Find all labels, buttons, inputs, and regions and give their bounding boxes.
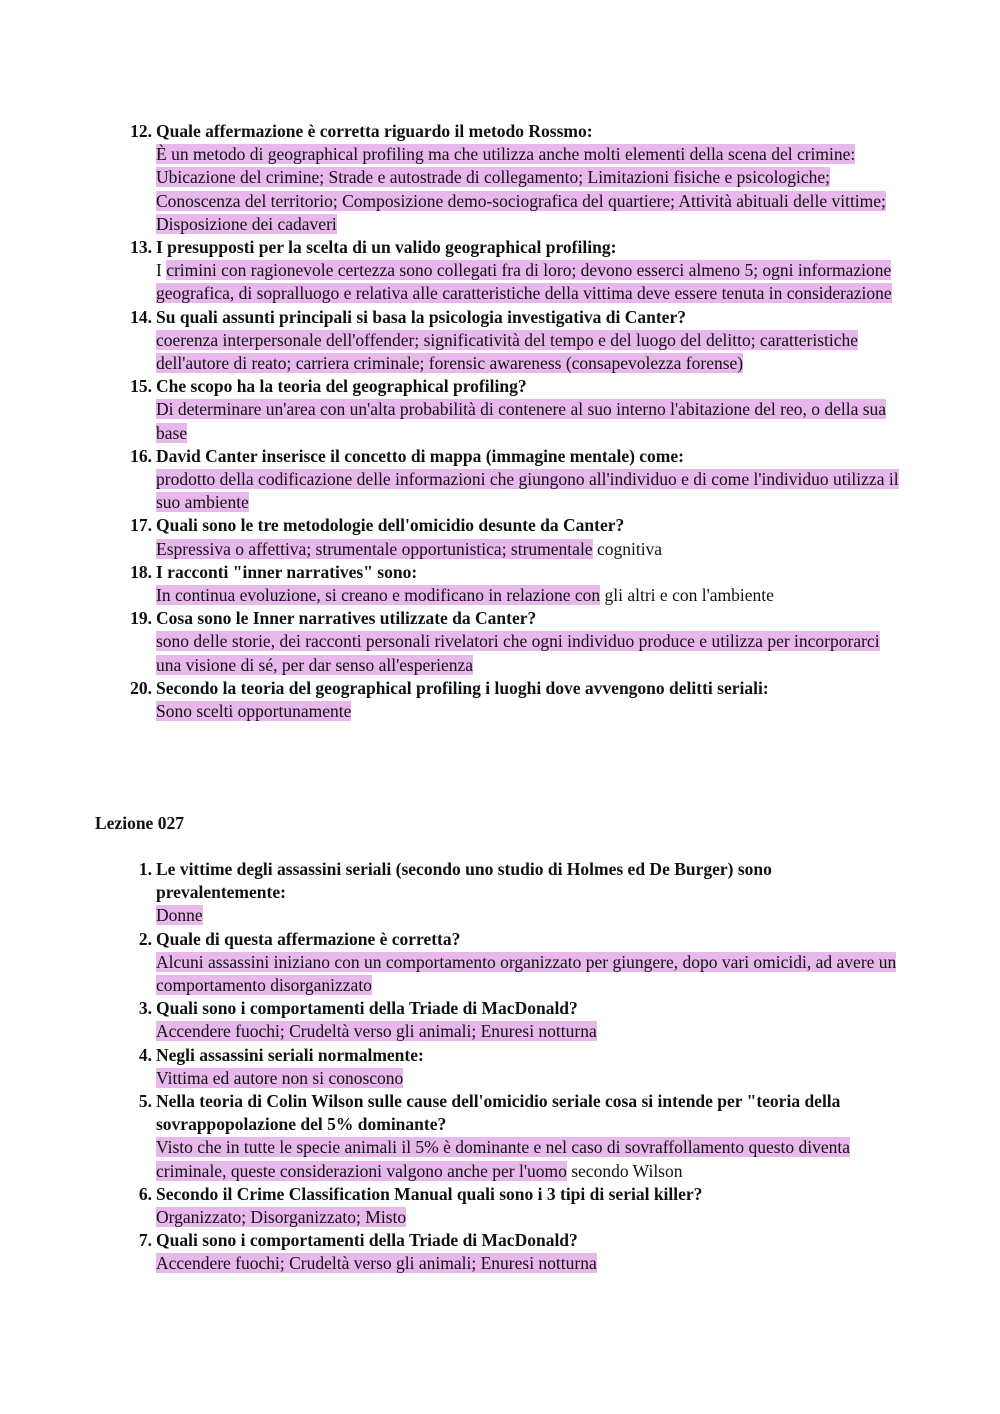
item-number: 18. [130,561,152,582]
answer-block [156,630,906,676]
question-text: Che scopo ha la teoria del geographical profiling? [156,376,527,397]
item-number: 16. [130,445,152,466]
list-item [0,236,906,306]
answer-highlight: Organizzato; Disorganizzato; Misto [156,1207,407,1228]
answer-block [156,584,906,607]
question-block [156,561,906,584]
answer-highlight: Sono scelti opportunamente [156,701,352,722]
answer-highlight: È un metodo di geographical profiling ma che utilizza anche molti elementi della scena del crimine: Ubicazione del crimine; Strade e autostrade di collegamento; Limitazioni fisiche e psicologiche; Conoscenza del territorio; Composizione demo-sociografica del quartiere; Attività abituali delle vittime; Disposizione dei cadaveri [156,144,886,234]
item-number: 17. [130,515,152,536]
question-text: I racconti "inner narratives" sono: [156,561,418,582]
list-item [0,928,906,998]
answer-highlight: sono delle storie, dei racconti personali rivelatori che ogni individuo produce e utilizza per incorporarci una visione di sé, per dar senso all'esperienza [156,631,880,675]
answer-block [156,538,906,561]
item-number: 1. [138,859,152,879]
question-text: Quali sono i comportamenti della Triade di MacDonald? [156,1230,578,1251]
question-text: Secondo il Crime Classification Manual quali sono i 3 tipi di serial killer? [156,1183,703,1204]
answer-block [156,398,906,444]
section-title: Lezione 027 [95,813,184,833]
list-item [0,1044,906,1090]
answer-highlight: Alcuni assassini iniziano con un comportamento organizzato per giungere, dopo vari omicidi, ad avere un comportamento disorganizzato [156,951,897,996]
answer-block [156,1020,906,1043]
answer-highlight: Visto che in tutte le specie animali il 5% è dominante e nel caso di sovraffollamento questo diventa criminale, queste considerazioni valgono anche per l'uomo [156,1137,851,1181]
question-block [156,677,906,700]
question-block [156,375,906,398]
question-block [156,514,906,537]
list-item [0,514,906,560]
question-block [156,858,906,904]
list-item [0,1183,906,1229]
question-block [156,445,906,468]
question-list-block1 [0,120,1000,723]
question-list-lezione-027 [0,858,1000,1276]
list-item [0,607,906,677]
answer-block [156,1252,906,1275]
question-text: Nella teoria di Colin Wilson sulle cause dell'omicidio seriale cosa si intende per "teoria della sovrappopolazione del 5% dominante? [156,1091,841,1135]
answer-block [156,329,906,375]
question-text: Quali sono i comportamenti della Triade di MacDonald? [156,998,578,1019]
question-text: Cosa sono le Inner narratives utilizzate da Canter? [156,608,537,629]
answer-prefix: I [156,260,167,281]
question-block [156,306,906,329]
list-item [0,375,906,445]
answer-highlight: prodotto della codificazione delle informazioni che giungono all'individuo e di come l'individuo utilizza il suo ambiente [156,469,899,513]
list-item [0,677,906,723]
answer-block [156,143,906,236]
answer-suffix: cognitiva [592,538,663,559]
question-text: Secondo la teoria del geographical profiling i luoghi dove avvengono delitti seriali: [156,677,769,698]
answer-highlight: crimini con ragionevole certezza sono collegati fra di loro; devono esserci almeno 5; ogni informazione geografica, di sopralluogo e relativa alle caratteristiche della vittima deve essere tenuta in considerazione [156,260,892,304]
answer-suffix: secondo Wilson [566,1160,683,1181]
list-item [0,120,906,236]
answer-block [156,1067,906,1090]
list-item [0,1090,906,1183]
answer-block [156,904,906,927]
item-number: 2. [138,928,152,949]
answer-block [156,468,906,514]
item-number: 15. [130,376,152,397]
question-block [156,236,906,259]
question-block [156,997,906,1020]
answer-block [156,951,906,997]
question-block [156,120,906,143]
question-text: Su quali assunti principali si basa la psicologia investigativa di Canter? [156,306,686,327]
question-text: David Canter inserisce il concetto di mappa (immagine mentale) come: [156,445,684,466]
list-item [0,1229,906,1275]
answer-highlight: In continua evoluzione, si creano e modificano in relazione con [156,585,601,606]
list-item [0,858,906,928]
answer-highlight: Accendere fuochi; Crudeltà verso gli animali; Enuresi notturna [156,1021,597,1042]
item-number: 7. [138,1230,152,1251]
answer-block [156,259,906,305]
item-number: 5. [138,1091,152,1112]
answer-block [156,1136,906,1182]
answer-highlight: Espressiva o affettiva; strumentale opportunistica; strumentale [156,538,593,559]
question-block [156,1090,906,1136]
item-number: 14. [130,306,152,327]
item-number: 12. [130,121,152,141]
list-item [0,306,906,376]
question-block [156,1044,906,1067]
answer-highlight: Vittima ed autore non si conoscono [156,1067,404,1088]
answer-highlight: Accendere fuochi; Crudeltà verso gli animali; Enuresi notturna [156,1253,597,1274]
item-number: 6. [138,1183,152,1204]
answer-highlight: coerenza interpersonale dell'offender; significatività del tempo e del luogo del delitto; caratteristiche dell'autore di reato; carriera criminale; forensic awareness (consapevolezza forense) [156,329,859,374]
question-text: Le vittime degli assassini seriali (secondo uno studio di Holmes ed De Burger) sono prevalentemente: [156,859,772,903]
list-item [0,561,906,607]
question-block [156,607,906,630]
answer-block [156,700,906,723]
answer-highlight: Donne [156,905,203,926]
item-number: 13. [130,237,152,258]
list-item [0,445,906,515]
question-text: Quale di questa affermazione è corretta? [156,928,461,949]
answer-highlight: Di determinare un'area con un'alta probabilità di contenere al suo interno l'abitazione del reo, o della sua base [156,399,887,443]
question-block [156,1183,906,1206]
item-number: 4. [138,1044,152,1065]
item-number: 3. [138,998,152,1019]
question-text: Quali sono le tre metodologie dell'omicidio desunte da Canter? [156,515,625,536]
answer-suffix: gli altri e con l'ambiente [600,585,774,606]
question-block [156,1229,906,1252]
answer-block [156,1206,906,1229]
question-text: I presupposti per la scelta di un valido geographical profiling: [156,237,617,258]
item-number: 20. [130,677,152,698]
question-text: Quale affermazione è corretta riguardo il metodo Rossmo: [156,121,593,141]
list-item [0,997,906,1043]
question-block [156,928,906,951]
item-number: 19. [130,608,152,629]
question-text: Negli assassini seriali normalmente: [156,1044,424,1065]
